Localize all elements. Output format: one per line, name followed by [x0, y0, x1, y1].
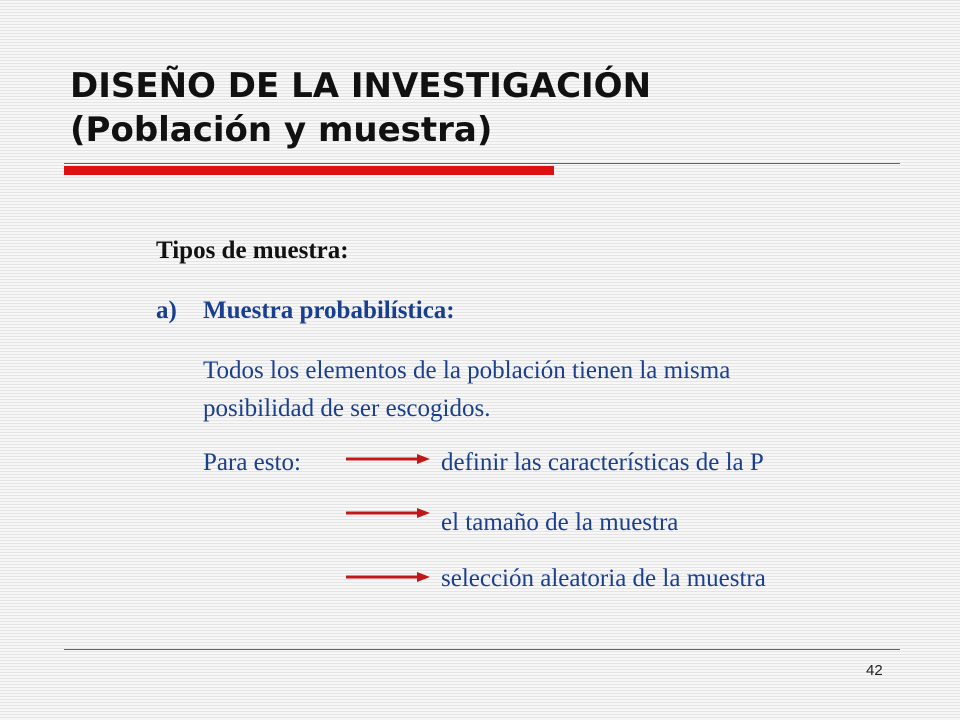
title-line-1: DISEÑO DE LA INVESTIGACIÓN — [70, 66, 652, 106]
step-item: definir las características de la P — [441, 449, 764, 476]
step-item: el tamaño de la muestra — [441, 509, 679, 536]
paragraph-line-1: Todos los elementos de la población tienen la misma — [203, 357, 731, 384]
right-arrow-icon — [345, 452, 431, 466]
title-divider-thick — [64, 166, 554, 175]
definition-paragraph — [203, 352, 730, 428]
list-item-heading: Muestra probabilística: — [203, 297, 455, 324]
slide-title — [70, 64, 651, 152]
title-divider-thin — [64, 163, 900, 164]
list-marker: a) — [156, 297, 177, 324]
page-number: 42 — [866, 662, 883, 679]
paragraph-line-2: posibilidad de ser escogidos. — [203, 395, 491, 422]
right-arrow-icon — [345, 506, 431, 520]
section-heading: Tipos de muestra: — [156, 237, 349, 264]
footer-divider — [64, 649, 900, 650]
title-line-2: (Población y muestra) — [70, 110, 493, 150]
step-item: selección aleatoria de la muestra — [441, 565, 766, 592]
right-arrow-icon — [345, 570, 431, 584]
steps-lead: Para esto: — [203, 449, 301, 476]
